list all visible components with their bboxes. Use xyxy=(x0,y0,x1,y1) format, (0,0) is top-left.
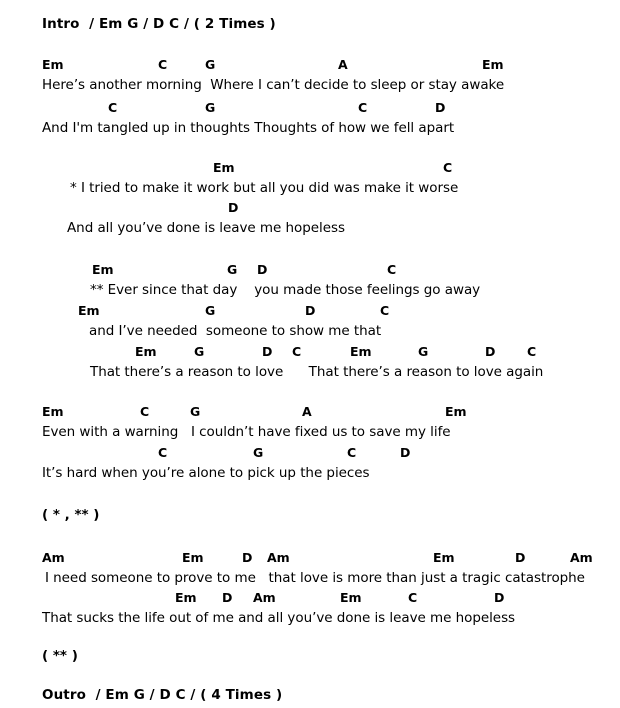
chord-label: C xyxy=(358,100,368,115)
repeat-marker-star-doublestar: ( * , ** ) xyxy=(42,507,100,523)
chord-label: Em xyxy=(445,404,467,419)
lyric-line: That there’s a reason to love That there’s a reason to love again xyxy=(90,364,544,380)
chord-label: Am xyxy=(267,550,290,565)
chord-label: Am xyxy=(42,550,65,565)
chord-label: Am xyxy=(253,590,276,605)
chord-label: D xyxy=(305,303,316,318)
chord-row xyxy=(0,302,620,319)
chord-row xyxy=(0,403,620,420)
chord-label: G xyxy=(205,303,216,318)
chord-label: C xyxy=(347,445,357,460)
chord-label: A xyxy=(338,57,348,72)
chord-row xyxy=(0,56,620,73)
chord-label: Em xyxy=(42,57,64,72)
chord-label: D xyxy=(242,550,253,565)
lyric-line: * I tried to make it work but all you did was make it worse xyxy=(70,180,459,196)
chord-label: G xyxy=(205,57,216,72)
chord-label: Am xyxy=(570,550,593,565)
chord-label: A xyxy=(302,404,312,419)
chord-label: C xyxy=(140,404,150,419)
chord-label: G xyxy=(205,100,216,115)
chord-label: Em xyxy=(340,590,362,605)
chord-label: Em xyxy=(213,160,235,175)
chord-label: D xyxy=(485,344,496,359)
chord-label: C xyxy=(527,344,537,359)
chord-row xyxy=(0,549,620,566)
chord-row xyxy=(0,159,620,176)
chord-label: C xyxy=(292,344,302,359)
lyric-line: and I’ve needed someone to show me that xyxy=(89,323,382,339)
chord-label: D xyxy=(515,550,526,565)
chord-label: G xyxy=(418,344,429,359)
chord-label: C xyxy=(380,303,390,318)
chord-label: G xyxy=(227,262,238,277)
chord-label: C xyxy=(443,160,453,175)
chord-label: D xyxy=(435,100,446,115)
chord-label: Em xyxy=(42,404,64,419)
chord-label: D xyxy=(222,590,233,605)
chord-label: Em xyxy=(92,262,114,277)
chord-label: D xyxy=(400,445,411,460)
outro-section-heading: Outro / Em G / D C / ( 4 Times ) xyxy=(42,687,283,703)
lyric-line: It’s hard when you’re alone to pick up the pieces xyxy=(42,465,370,481)
lyric-line: I need someone to prove to me that love is more than just a tragic catastrophe xyxy=(45,570,585,586)
lyric-line: And all you’ve done is leave me hopeless xyxy=(67,220,345,236)
lyric-line: And I'm tangled up in thoughts Thoughts of how we fell apart xyxy=(42,120,455,136)
chord-label: G xyxy=(253,445,264,460)
chord-label: D xyxy=(494,590,505,605)
chord-label: C xyxy=(108,100,118,115)
chord-row xyxy=(0,589,620,606)
chord-label: C xyxy=(387,262,397,277)
repeat-marker-doublestar: ( ** ) xyxy=(42,648,78,664)
chord-label: Em xyxy=(350,344,372,359)
chord-row xyxy=(0,199,620,216)
intro-section-heading: Intro / Em G / D C / ( 2 Times ) xyxy=(42,16,276,32)
chord-label: Em xyxy=(482,57,504,72)
chord-label: D xyxy=(262,344,273,359)
chord-label: D xyxy=(257,262,268,277)
chord-label: C xyxy=(158,57,168,72)
chord-row xyxy=(0,343,620,360)
chord-label: Em xyxy=(433,550,455,565)
chord-label: C xyxy=(158,445,168,460)
chord-row xyxy=(0,99,620,116)
chord-label: Em xyxy=(135,344,157,359)
chord-label: Em xyxy=(175,590,197,605)
chord-label: Em xyxy=(182,550,204,565)
lyric-line: ** Ever since that day you made those feelings go away xyxy=(90,282,481,298)
chord-label: G xyxy=(194,344,205,359)
chord-label: G xyxy=(190,404,201,419)
chord-label: Em xyxy=(78,303,100,318)
chord-row xyxy=(0,444,620,461)
chord-row xyxy=(0,261,620,278)
lyric-line: That sucks the life out of me and all you’ve done is leave me hopeless xyxy=(42,610,516,626)
lyric-line: Even with a warning I couldn’t have fixed us to save my life xyxy=(42,424,451,440)
chord-label: C xyxy=(408,590,418,605)
chord-label: D xyxy=(228,200,239,215)
lyric-line: Here’s another morning Where I can’t decide to sleep or stay awake xyxy=(42,77,505,93)
